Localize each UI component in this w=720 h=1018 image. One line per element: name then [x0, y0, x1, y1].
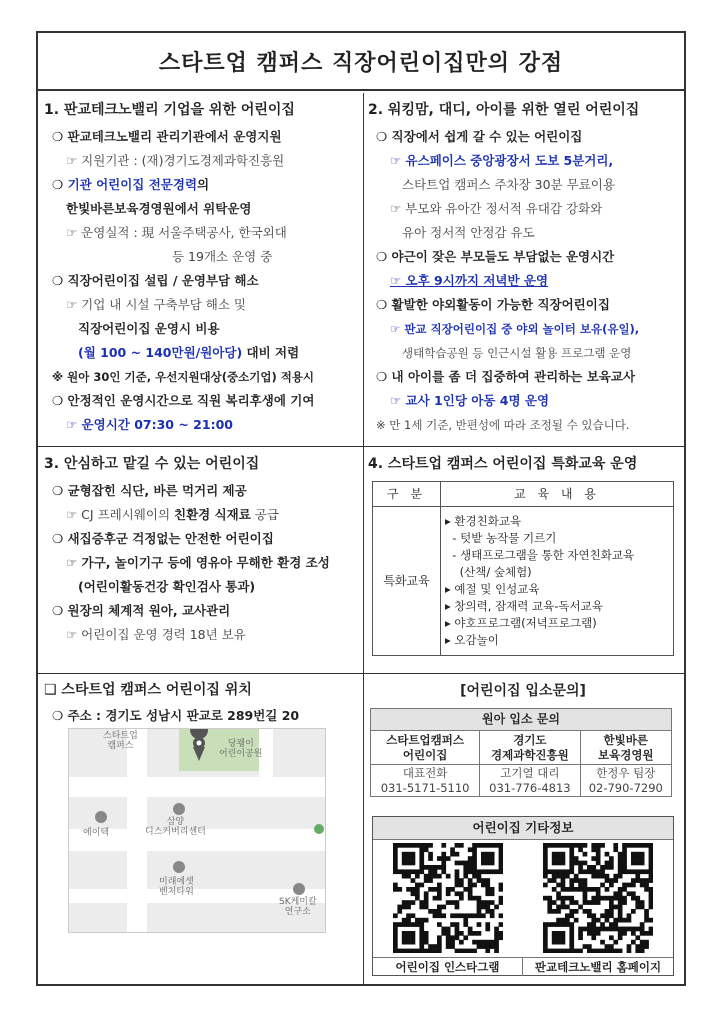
s2-line: ❍ 직장에서 쉽게 갈 수 있는 어린이집 — [376, 129, 583, 144]
s1-line: ☞ 운영실적 : 現 서울주택공사, 한국외대 — [66, 225, 287, 240]
section-4-heading: 4. 스타트업 캠퍼스 어린이집 특화교육 운영 — [368, 456, 638, 472]
s2-line: 유아 정서적 안정감 유도 — [402, 225, 535, 240]
qr-code-instagram[interactable] — [393, 843, 503, 953]
location-section — [44, 677, 360, 727]
edu-item: ▸ 환경친화교육 — [445, 514, 522, 528]
s1-line: ❍ 안정적인 운영시간으로 직원 복리후생에 기여 — [52, 393, 315, 408]
s2-line: ※ 만 1세 기준, 반편성에 따라 조정될 수 있습니다. — [376, 418, 630, 432]
s3-line: ❍ 균형잡힌 식단, 바른 먹거리 제공 — [52, 483, 247, 498]
s2-line: 생태학습공원 등 인근시설 활용 프로그램 운영 — [402, 346, 632, 360]
inquiry-org: 경기도 경제과학진흥원 — [480, 731, 580, 765]
s1-line: ❍ 판교테크노밸리 관리기관에서 운영지원 — [52, 129, 282, 144]
qr-label-homepage: 판교테크노밸리 홈페이지 — [523, 957, 673, 976]
etc-info-box — [372, 816, 674, 976]
inquiry-contact — [580, 765, 671, 797]
s3-line: ❍ 원장의 체계적 원아, 교사관리 — [52, 603, 231, 618]
section-1-heading: 1. 판교테크노밸리 기업을 위한 어린이집 — [44, 102, 295, 118]
s2-line: ☞ 교사 1인당 아동 4명 운영 — [390, 393, 550, 408]
s1-line: 등 19개소 운영 중 — [172, 249, 273, 264]
edu-table — [372, 481, 674, 656]
s3-text: 공급 — [250, 507, 279, 522]
s2-line: ❍ 내 아이를 좀 더 집중하여 관리하는 보육교사 — [376, 369, 636, 384]
contact-label: 대표전화 — [402, 765, 448, 780]
edu-item: - 텃밭 농작물 기르기 — [445, 531, 557, 545]
s2-line: ❍ 야근이 잦은 부모들도 부담없는 운영시간 — [376, 249, 615, 264]
s1-line: 한빛바른보육경영원에서 위탁운영 — [66, 201, 252, 216]
edu-item: (산책/ 숲체험) — [445, 565, 532, 579]
section-3 — [44, 451, 360, 647]
row-divider-2 — [38, 673, 684, 674]
s1-text: 의 — [197, 177, 210, 192]
contact-phone[interactable]: 02-790-7290 — [588, 780, 663, 795]
s2-line: ☞ 유스페이스 중앙광장서 도보 5분거리, — [390, 153, 614, 168]
map-label-samyang: 삼양 디스커버리센터 — [145, 817, 206, 837]
section-1 — [44, 97, 360, 437]
inquiry-org: 한빛바른 보육경영원 — [580, 731, 671, 765]
inquiry-section — [370, 680, 676, 797]
s1-line: ❍ 직장어린이집 설립 / 운영부담 해소 — [52, 273, 259, 288]
location-heading: ❑ 스타트업 캠퍼스 어린이집 위치 — [44, 682, 252, 698]
column-divider — [363, 93, 364, 986]
map-label-sk: SK케미칼 연구소 — [279, 897, 317, 917]
inquiry-contact — [371, 765, 480, 797]
s2-line: ☞ 오후 9시까지 저녁반 운영 — [390, 273, 549, 288]
map-label-ate: 에이텍 — [83, 828, 110, 838]
edu-row-label: 특화교육 — [373, 507, 441, 656]
edu-item: ▸ 창의력, 잠재력 교육-독서교육 — [445, 599, 603, 613]
s1-line — [44, 173, 360, 197]
s3-highlight: 친환경 식재료 — [174, 507, 251, 522]
inquiry-org: 스타트업캠퍼스 어린이집 — [371, 731, 480, 765]
inquiry-heading: [어린이집 입소문의] — [460, 683, 586, 699]
edu-col-2: 교 육 내 용 — [441, 482, 674, 507]
contact-phone[interactable]: 031-776-4813 — [489, 780, 571, 795]
section-2-heading: 2. 워킹맘, 대디, 아이를 위한 열린 어린이집 — [368, 102, 640, 118]
map-label-startup: 스타트업 캠퍼스 — [103, 731, 138, 751]
address: ❍ 주소 : 경기도 성남시 판교로 289번길 20 — [52, 708, 300, 723]
s3-line: ☞ 어린이집 운영 경력 18년 보유 — [66, 627, 246, 642]
s1-line: ※ 원아 30인 기준, 우선지원대상(중소기업) 적용시 — [52, 370, 315, 384]
inquiry-table — [370, 708, 672, 797]
edu-col-1: 구 분 — [373, 482, 441, 507]
s1-line: ☞ 기업 내 시설 구축부담 해소 및 — [66, 297, 246, 312]
s2-line: ☞ 판교 직장어린이집 중 야외 놀이터 보유(유일), — [390, 322, 640, 336]
s2-line: ❍ 활발한 야외활동이 가능한 직장어린이집 — [376, 297, 610, 312]
contact-label: 고기열 대리 — [500, 765, 560, 780]
s1-line: ☞ 지원기관 : (재)경기도경제과학진흥원 — [66, 153, 285, 168]
s3-line: ❍ 새집증후군 걱정없는 안전한 어린이집 — [52, 531, 274, 546]
s1-text: 대비 저렴 — [242, 345, 300, 360]
edu-item: ▸ 야호프로그램(저녁프로그램) — [445, 616, 597, 630]
edu-item: ▸ 오감놀이 — [445, 633, 499, 647]
s3-line — [44, 503, 360, 527]
s1-line — [44, 341, 360, 365]
s2-line: ☞ 부모와 유아간 정서적 유대감 강화와 — [390, 201, 603, 216]
s1-line: ☞ 운영시간 07:30 ~ 21:00 — [66, 417, 233, 432]
edu-item: ▸ 예절 및 인성교육 — [445, 582, 540, 596]
section-3-heading: 3. 안심하고 맡길 수 있는 어린이집 — [44, 456, 260, 472]
contact-label: 한정우 팀장 — [596, 765, 656, 780]
inquiry-contact — [480, 765, 580, 797]
edu-item: - 생태프로그램을 통한 자연친화교육 — [445, 548, 635, 562]
location-map[interactable] — [68, 728, 326, 933]
row-divider-1 — [38, 446, 684, 447]
map-label-park: 당꽹이 어린이공원 — [219, 739, 263, 759]
s1-highlight: (월 100 ~ 140만원/원아당) — [78, 345, 243, 360]
inquiry-table-title: 원아 입소 문의 — [371, 709, 672, 731]
section-2 — [368, 97, 684, 437]
qr-label-instagram: 어린이집 인스타그램 — [373, 957, 523, 976]
s3-line: ☞ 가구, 놀이기구 등에 영유아 무해한 환경 조성 — [66, 555, 330, 570]
etc-info-title: 어린이집 기타정보 — [373, 817, 673, 840]
s1-highlight: 기관 어린이집 전문경력 — [67, 177, 198, 192]
s1-line: 직장어린이집 운영시 비용 — [78, 321, 220, 336]
contact-phone[interactable]: 031-5171-5110 — [380, 780, 470, 795]
s2-line: 스타트업 캠퍼스 주차장 30분 무료이용 — [402, 177, 615, 192]
map-label-mirae: 미래에셋 벤처타워 — [159, 877, 194, 897]
s3-line: (어린이활동건강 확인검사 통과) — [78, 579, 256, 594]
qr-code-homepage[interactable] — [543, 843, 653, 953]
bullet: ❍ — [52, 177, 68, 192]
edu-items — [441, 507, 674, 656]
section-4 — [368, 451, 684, 656]
s3-text: ☞ CJ 프레시웨이의 — [66, 507, 174, 522]
page-title: 스타트업 캠퍼스 직장어린이집만의 강점 — [38, 33, 684, 91]
